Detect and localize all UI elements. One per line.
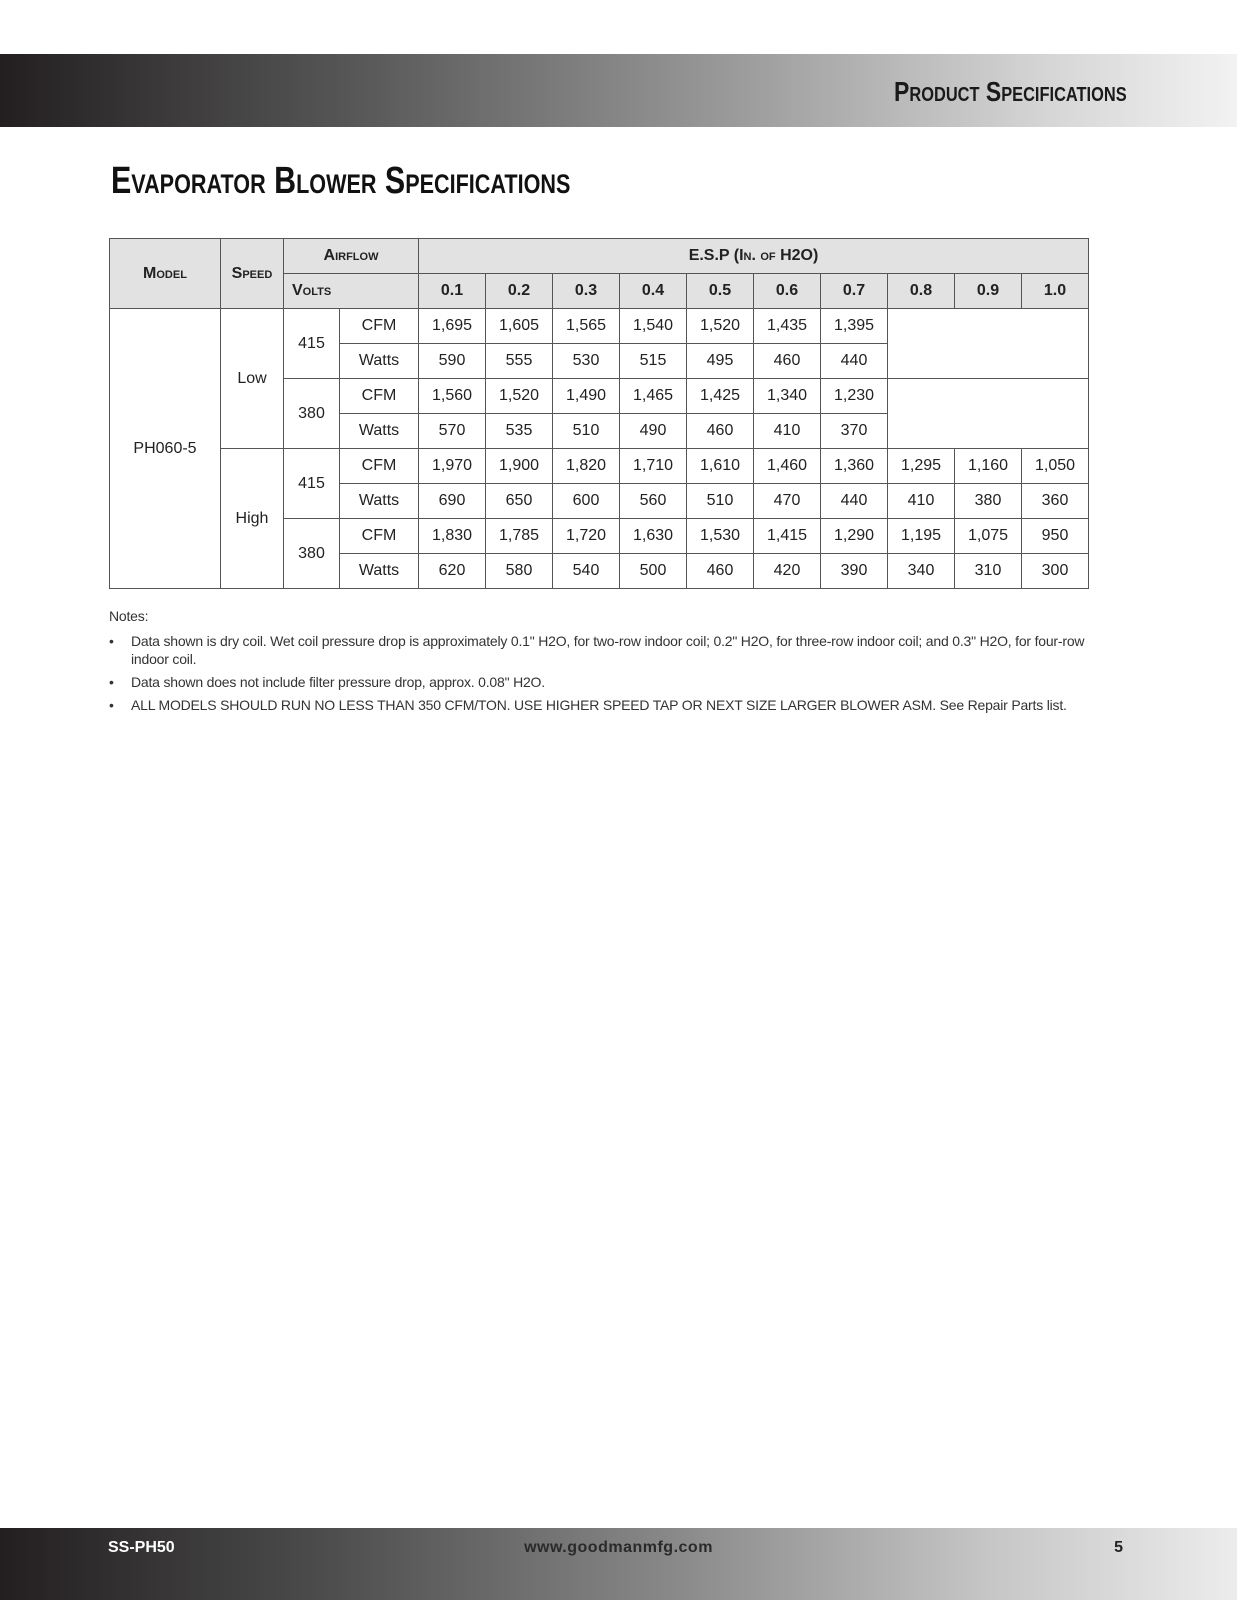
header-esp-col: 0.9 bbox=[955, 274, 1022, 309]
value-cell: 555 bbox=[486, 344, 553, 379]
value-cell: 1,720 bbox=[553, 519, 620, 554]
value-cell: 510 bbox=[687, 484, 754, 519]
value-cell: 620 bbox=[419, 554, 486, 589]
value-cell: 1,160 bbox=[955, 449, 1022, 484]
volts-cell: 415 bbox=[284, 449, 340, 519]
value-cell: 1,290 bbox=[821, 519, 888, 554]
value-cell: 1,460 bbox=[754, 449, 821, 484]
blower-spec-table bbox=[109, 238, 1089, 589]
footer-doc-id: SS-PH50 bbox=[108, 1539, 175, 1556]
value-cell: 1,465 bbox=[620, 379, 687, 414]
notes-label: Notes: bbox=[109, 608, 149, 624]
value-cell: 1,295 bbox=[888, 449, 955, 484]
header-esp: E.S.P (In. of H2O) bbox=[419, 239, 1089, 274]
value-cell: 360 bbox=[1022, 484, 1089, 519]
value-cell: 1,605 bbox=[486, 309, 553, 344]
value-cell: 1,195 bbox=[888, 519, 955, 554]
value-cell: 500 bbox=[620, 554, 687, 589]
value-cell: 535 bbox=[486, 414, 553, 449]
unit-cell: CFM bbox=[340, 309, 419, 344]
unit-cell: Watts bbox=[340, 554, 419, 589]
speed-cell: High bbox=[221, 449, 284, 589]
value-cell: 370 bbox=[821, 414, 888, 449]
volts-cell: 380 bbox=[284, 379, 340, 449]
value-cell: 540 bbox=[553, 554, 620, 589]
header-esp-col: 0.6 bbox=[754, 274, 821, 309]
header-esp-col: 0.7 bbox=[821, 274, 888, 309]
value-cell: 580 bbox=[486, 554, 553, 589]
value-cell: 690 bbox=[419, 484, 486, 519]
value-cell: 460 bbox=[687, 554, 754, 589]
model-cell: PH060-5 bbox=[110, 309, 221, 589]
value-cell: 1,415 bbox=[754, 519, 821, 554]
value-cell: 300 bbox=[1022, 554, 1089, 589]
value-cell: 495 bbox=[687, 344, 754, 379]
volts-cell: 415 bbox=[284, 309, 340, 379]
value-cell: 1,530 bbox=[687, 519, 754, 554]
value-cell: 470 bbox=[754, 484, 821, 519]
value-cell: 650 bbox=[486, 484, 553, 519]
value-cell: 1,900 bbox=[486, 449, 553, 484]
header-esp-col: 0.1 bbox=[419, 274, 486, 309]
value-cell: 1,425 bbox=[687, 379, 754, 414]
footer-band bbox=[0, 1528, 1237, 1600]
value-cell: 1,565 bbox=[553, 309, 620, 344]
header-esp-col: 0.4 bbox=[620, 274, 687, 309]
speed-cell: Low bbox=[221, 309, 284, 449]
header-airflow: Airflow bbox=[284, 239, 419, 274]
header-band bbox=[0, 54, 1237, 127]
value-cell: 440 bbox=[821, 344, 888, 379]
unit-cell: CFM bbox=[340, 379, 419, 414]
note-text: Data shown is dry coil. Wet coil pressure drop is approximately 0.1" H2O, for two-row indoor coil; 0.2" H2O, for three-row indoor coil; and 0.3" H2O, for four-row indoor coil. bbox=[131, 633, 1085, 667]
value-cell: 460 bbox=[687, 414, 754, 449]
value-cell: 1,785 bbox=[486, 519, 553, 554]
value-cell: 570 bbox=[419, 414, 486, 449]
value-cell: 1,560 bbox=[419, 379, 486, 414]
value-cell: 560 bbox=[620, 484, 687, 519]
value-cell: 310 bbox=[955, 554, 1022, 589]
value-cell: 1,630 bbox=[620, 519, 687, 554]
value-cell: 1,230 bbox=[821, 379, 888, 414]
value-cell: 510 bbox=[553, 414, 620, 449]
value-cell: 1,695 bbox=[419, 309, 486, 344]
header-speed: Speed bbox=[221, 239, 284, 309]
note-text: Data shown does not include filter pressure drop, approx. 0.08" H2O. bbox=[131, 674, 545, 690]
header-esp-col: 1.0 bbox=[1022, 274, 1089, 309]
value-cell: 1,540 bbox=[620, 309, 687, 344]
value-cell: 460 bbox=[754, 344, 821, 379]
value-cell: 420 bbox=[754, 554, 821, 589]
value-cell: 380 bbox=[955, 484, 1022, 519]
note-item bbox=[109, 632, 1119, 668]
table-row bbox=[110, 449, 1089, 484]
value-cell: 1,490 bbox=[553, 379, 620, 414]
value-cell: 530 bbox=[553, 344, 620, 379]
value-cell: 1,520 bbox=[687, 309, 754, 344]
header-title: Product Specifications bbox=[894, 76, 1127, 107]
value-cell: 440 bbox=[821, 484, 888, 519]
bullet-icon: • bbox=[109, 633, 114, 649]
value-cell: 390 bbox=[821, 554, 888, 589]
footer-url[interactable]: www.goodmanmfg.com bbox=[524, 1539, 713, 1556]
header-esp-col: 0.3 bbox=[553, 274, 620, 309]
note-text: ALL MODELS SHOULD RUN NO LESS THAN 350 CFM/TON. USE HIGHER SPEED TAP OR NEXT SIZE LARGER BLOWER ASM. See Repair Parts list. bbox=[131, 697, 1067, 713]
header-esp-col: 0.2 bbox=[486, 274, 553, 309]
value-cell: 1,340 bbox=[754, 379, 821, 414]
footer-page-number: 5 bbox=[1114, 1539, 1123, 1556]
value-cell: 1,435 bbox=[754, 309, 821, 344]
bullet-icon: • bbox=[109, 697, 114, 713]
value-cell: 410 bbox=[754, 414, 821, 449]
value-cell: 1,610 bbox=[687, 449, 754, 484]
value-cell: 1,050 bbox=[1022, 449, 1089, 484]
table-row bbox=[110, 309, 1089, 344]
value-cell: 1,820 bbox=[553, 449, 620, 484]
value-cell: 1,520 bbox=[486, 379, 553, 414]
value-cell: 1,075 bbox=[955, 519, 1022, 554]
unit-cell: Watts bbox=[340, 484, 419, 519]
value-cell: 410 bbox=[888, 484, 955, 519]
value-cell: 1,830 bbox=[419, 519, 486, 554]
value-cell: 1,710 bbox=[620, 449, 687, 484]
section-title: Evaporator Blower Specifications bbox=[111, 160, 571, 202]
unit-cell: CFM bbox=[340, 519, 419, 554]
bullet-icon: • bbox=[109, 674, 114, 690]
value-cell: 1,360 bbox=[821, 449, 888, 484]
value-cell: 1,970 bbox=[419, 449, 486, 484]
note-item bbox=[109, 696, 1119, 714]
unit-cell: Watts bbox=[340, 414, 419, 449]
note-item bbox=[109, 673, 1119, 691]
value-cell: 600 bbox=[553, 484, 620, 519]
empty-cell bbox=[888, 309, 1089, 379]
header-esp-col: 0.8 bbox=[888, 274, 955, 309]
value-cell: 1,395 bbox=[821, 309, 888, 344]
value-cell: 590 bbox=[419, 344, 486, 379]
notes bbox=[109, 608, 1119, 719]
notes-list bbox=[109, 632, 1119, 714]
unit-cell: CFM bbox=[340, 449, 419, 484]
header-esp-col: 0.5 bbox=[687, 274, 754, 309]
value-cell: 490 bbox=[620, 414, 687, 449]
value-cell: 950 bbox=[1022, 519, 1089, 554]
header-volts: Volts bbox=[284, 274, 419, 309]
value-cell: 515 bbox=[620, 344, 687, 379]
value-cell: 340 bbox=[888, 554, 955, 589]
header-model: Model bbox=[110, 239, 221, 309]
unit-cell: Watts bbox=[340, 344, 419, 379]
empty-cell bbox=[888, 379, 1089, 449]
volts-cell: 380 bbox=[284, 519, 340, 589]
